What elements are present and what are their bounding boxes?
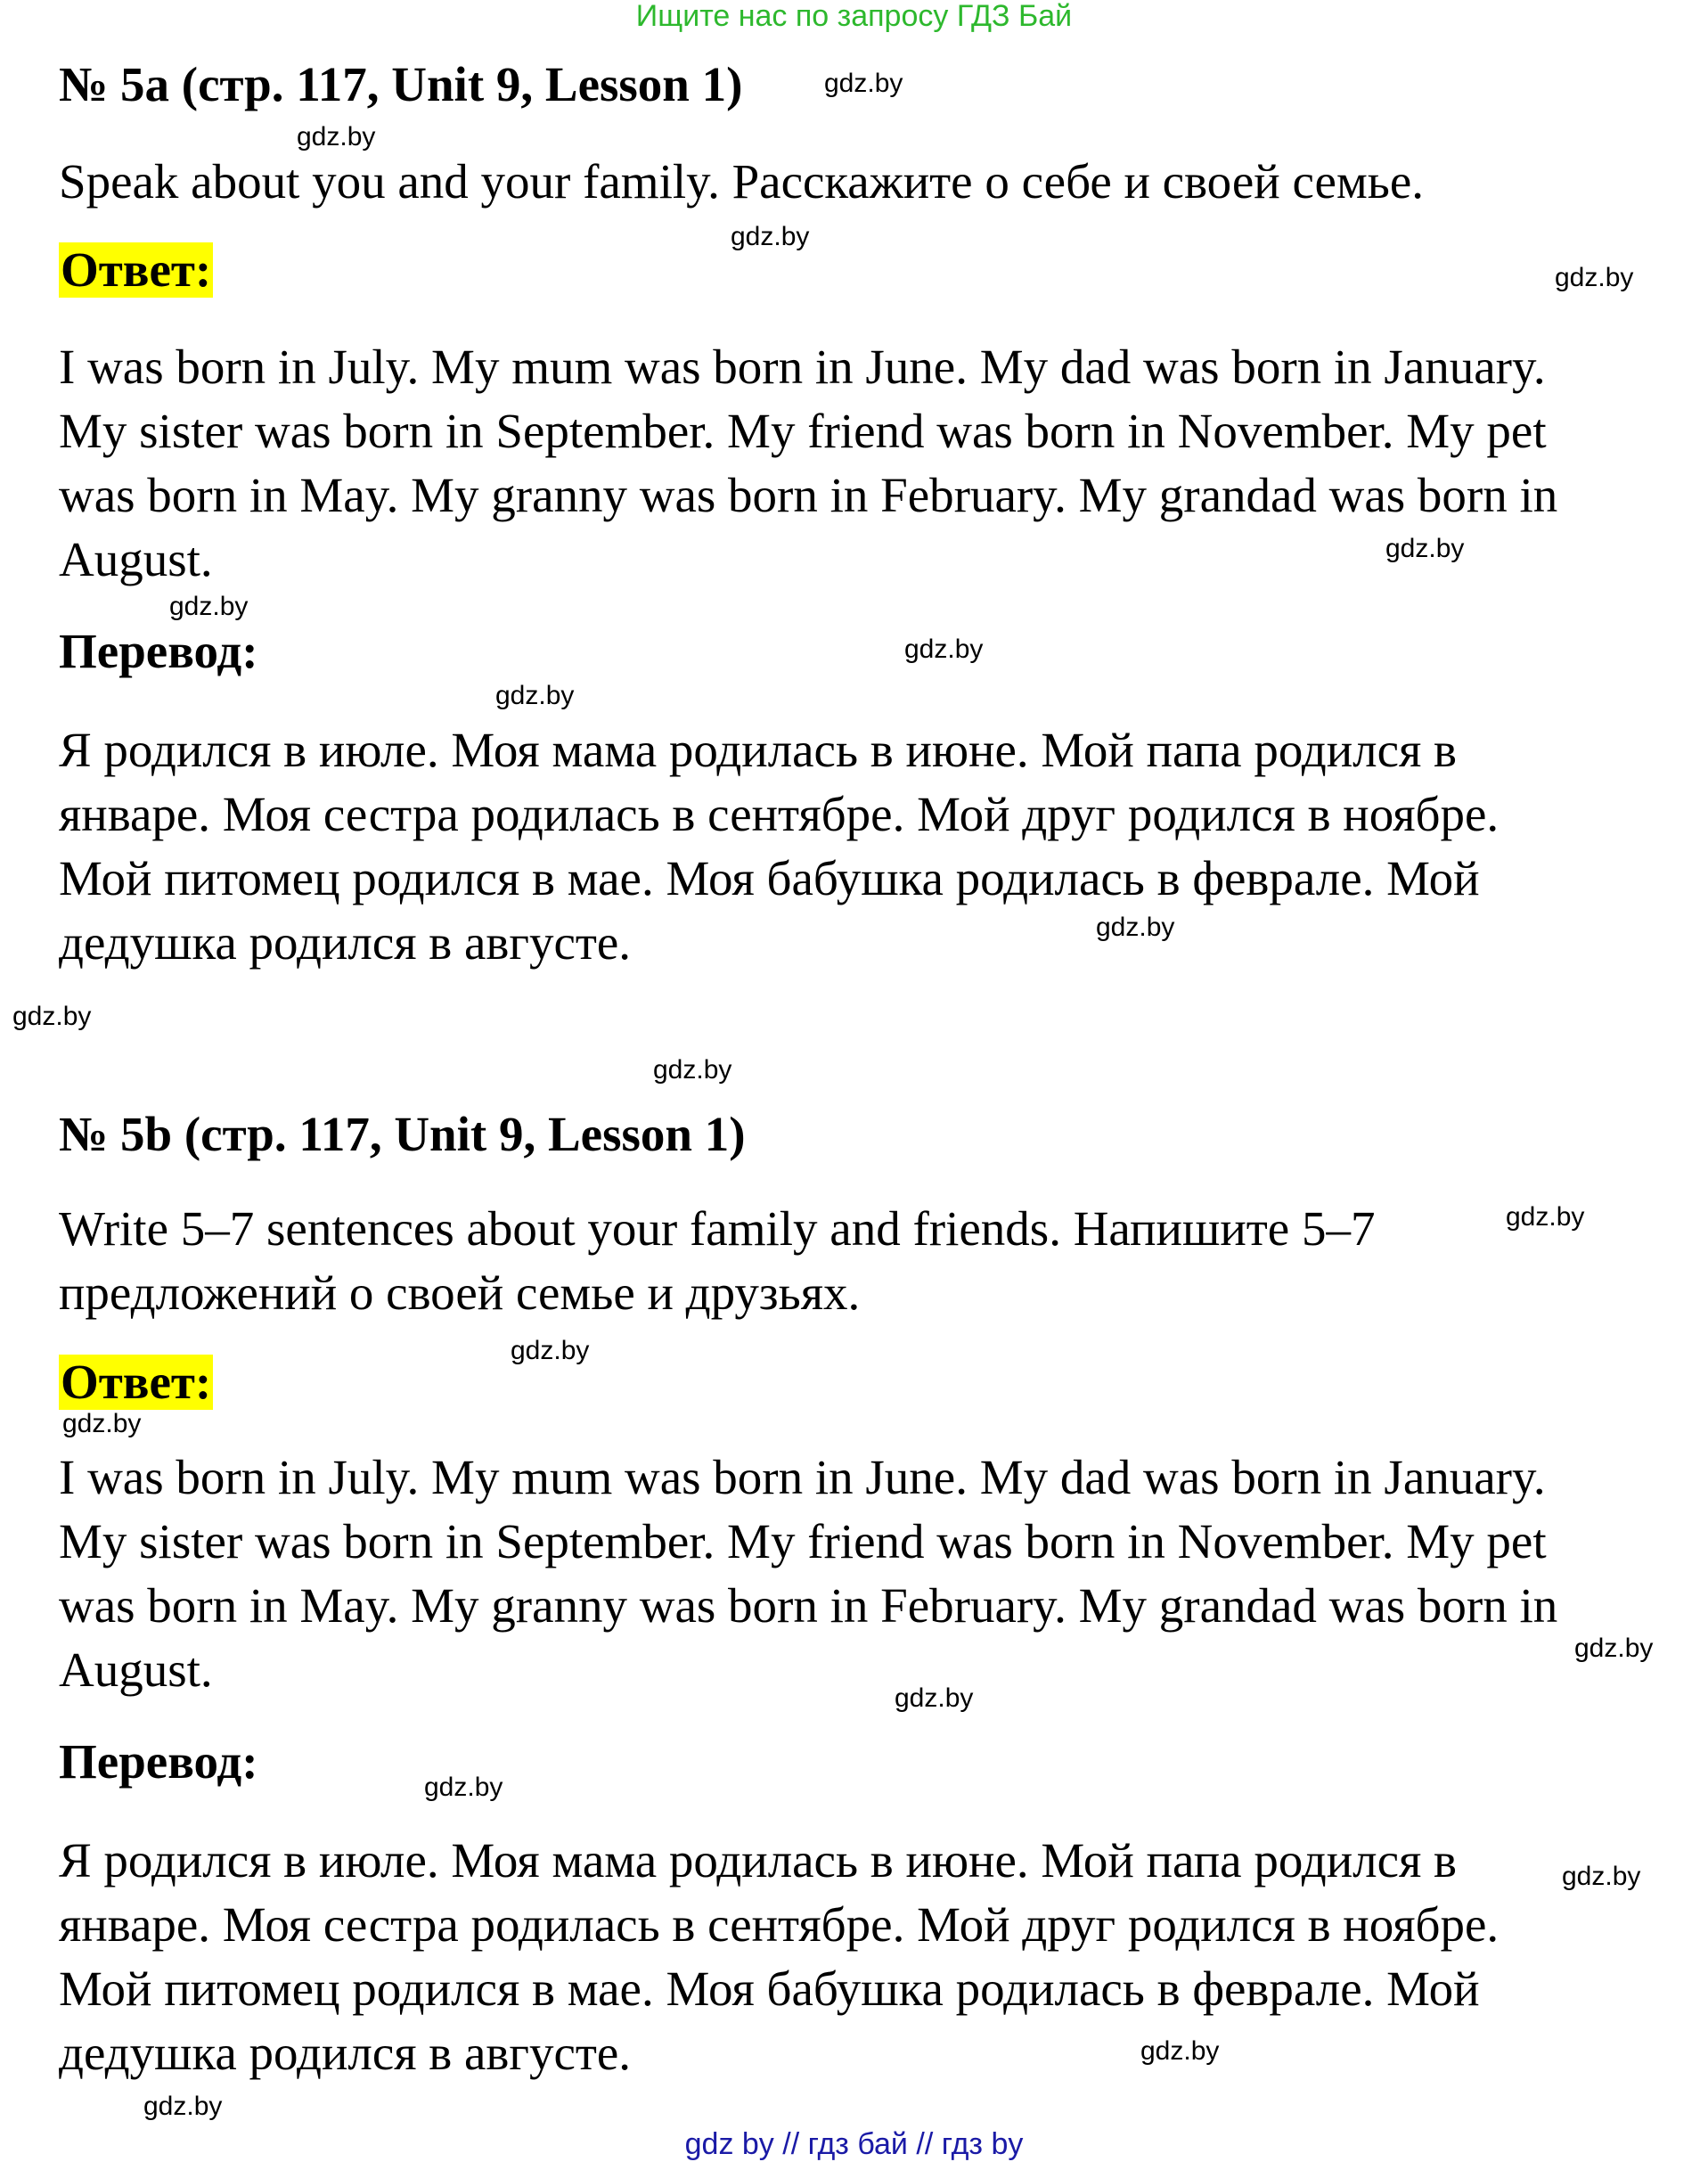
task-b-answer-text (59, 1445, 1663, 1702)
answer-line: I was born in July. My mum was born in June. My dad was born in January. (59, 340, 1546, 394)
watermark: gdz.by (1555, 263, 1634, 292)
watermark: gdz.by (511, 1336, 590, 1365)
task-a-translation-label: Перевод: (59, 624, 258, 678)
task-b-prompt-line: предложений о своей семье и друзьях. (59, 1265, 861, 1320)
task-a-prompt (59, 150, 1663, 214)
task-a-answer-label: Ответ: (61, 242, 212, 297)
translation-line: январе. Моя сестра родилась в сентябре. Мой друг родился в ноябре. (59, 787, 1500, 841)
watermark: gdz.by (731, 222, 810, 251)
translation-line: Я родился в июле. Моя мама родилась в июне. Мой папа родился в (59, 723, 1458, 777)
watermark: gdz.by (824, 69, 903, 98)
task-b-answer-label: Ответ: (61, 1355, 212, 1409)
watermark: gdz.by (495, 681, 575, 710)
watermark: gdz.by (169, 592, 249, 621)
task-b-prompt (59, 1197, 1663, 1325)
task-b-heading: № 5b (стр. 117, Unit 9, Lesson 1) (59, 1107, 746, 1161)
translation-line: Мой питомец родился в мае. Моя бабушка родилась в феврале. Мой (59, 851, 1480, 905)
watermark: gdz.by (904, 635, 984, 664)
watermark: gdz.by (12, 1002, 92, 1031)
watermark: gdz.by (1096, 913, 1175, 942)
task-b-translation-text (59, 1829, 1663, 2085)
watermark: gdz.by (297, 122, 376, 151)
watermark: gdz.by (653, 1055, 732, 1085)
watermark: gdz.by (895, 1683, 974, 1713)
task-b-translation-label: Перевод: (59, 1734, 258, 1789)
answer-line: My sister was born in September. My friend was born in November. My pet (59, 404, 1547, 458)
top-banner: Ищите нас по запросу ГДЗ Бай (635, 0, 1073, 33)
answer-line: My sister was born in September. My friend was born in November. My pet (59, 1514, 1547, 1568)
watermark: gdz.by (143, 2092, 223, 2121)
watermark: gdz.by (1574, 1634, 1654, 1663)
task-a-translation-text (59, 718, 1663, 975)
watermark: gdz.by (1140, 2036, 1220, 2066)
answer-line: was born in May. My granny was born in February. My grandad was born in (59, 468, 1558, 522)
task-a-prompt-line: Speak about you and your family. Расскажите о себе и своей семье. (59, 154, 1424, 209)
translation-line: Я родился в июле. Моя мама родилась в июне. Мой папа родился в (59, 1833, 1458, 1887)
answer-line: I was born in July. My mum was born in June. My dad was born in January. (59, 1450, 1546, 1504)
watermark: gdz.by (424, 1773, 503, 1802)
answer-line: August. (59, 1642, 213, 1697)
answer-line: August. (59, 532, 213, 586)
translation-line: дедушка родился в августе. (59, 915, 632, 970)
watermark: gdz.by (1562, 1862, 1641, 1891)
answer-line: was born in May. My granny was born in February. My grandad was born in (59, 1578, 1558, 1633)
translation-line: Мой питомец родился в мае. Моя бабушка родилась в феврале. Мой (59, 1961, 1480, 2016)
task-b-prompt-line: Write 5–7 sentences about your family and friends. Напишите 5–7 (59, 1201, 1376, 1256)
footer-links: gdz by // гдз бай // гдз by (684, 2127, 1024, 2161)
watermark: gdz.by (1506, 1202, 1585, 1232)
task-a-heading: № 5a (стр. 117, Unit 9, Lesson 1) (59, 57, 743, 111)
watermark: gdz.by (1385, 534, 1465, 563)
watermark: gdz.by (62, 1409, 142, 1438)
translation-line: январе. Моя сестра родилась в сентябре. Мой друг родился в ноябре. (59, 1897, 1500, 1952)
translation-line: дедушка родился в августе. (59, 2026, 632, 2080)
